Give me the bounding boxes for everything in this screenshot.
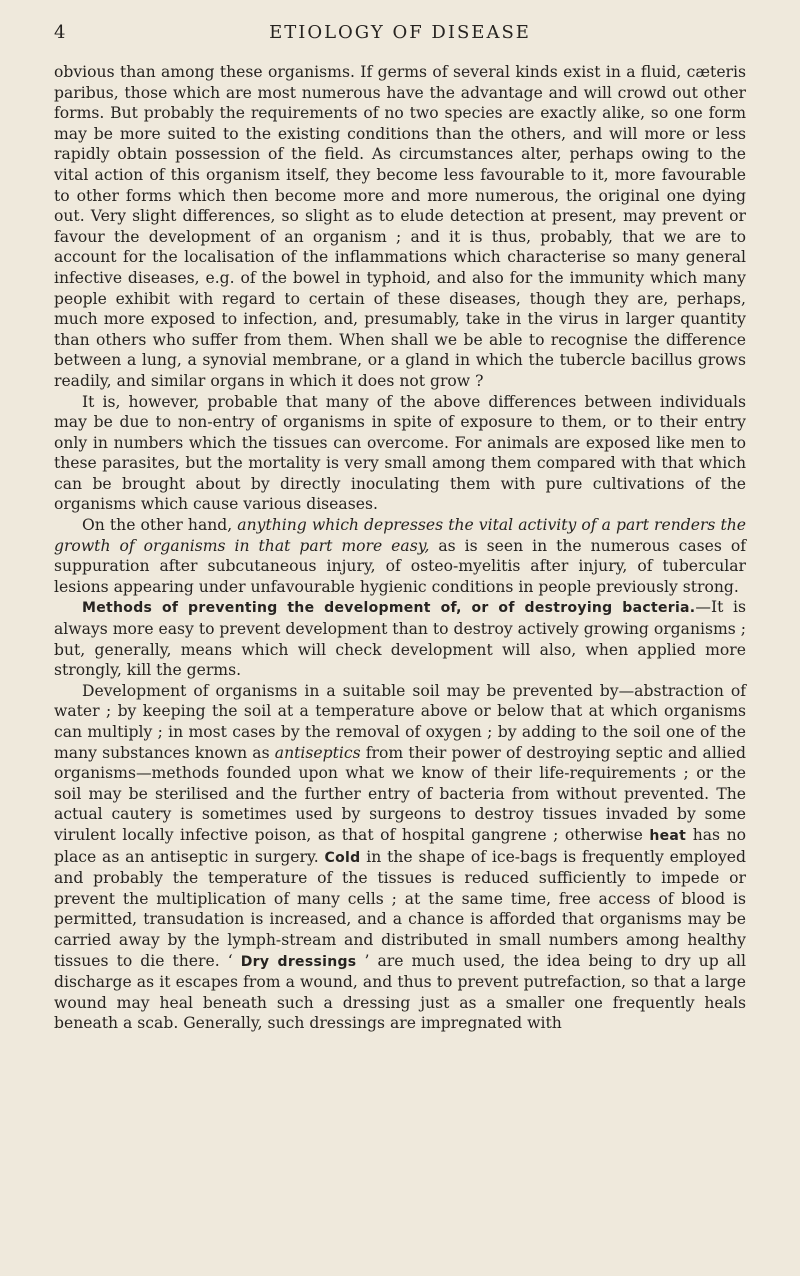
keyword-dry-dressings: Dry dressings <box>240 953 357 970</box>
paragraph-5-text-c: from their power of destroying septic and allied organisms—methods founded upon what we know of their life-requirements ; or the soil may be sterilised and the further entry of bacteria from without prevented. The actual cautery is sometimes used by surgeons to destroy tissues invaded by some virulent locally infective poison, as that of hospital gangrene ; otherwise <box>54 743 746 844</box>
page-number: 4 <box>54 22 68 43</box>
paragraph-5-text-i: ’ are much used, the idea being to dry up all discharge as it escapes from a wound, and thus to prevent putrefaction, so that a large wound may heal beneath such a dressing just as a smaller one frequently heals beneath a scab. Generally, such dressings are impregnated with <box>54 951 747 1033</box>
paragraph-2: It is, however, probable that many of the above differences between individuals may be due to non-entry of organisms in spite of exposure to them, or to their entry only in numbers which the tissues can overcome. For animals are exposed like men to these parasites, but the mortality is very small among them compared with that which can be brought about by directly inoculating them with pure cultivations of the organisms which cause various diseases. <box>54 392 746 514</box>
emphasis-antiseptics: antiseptics <box>274 743 361 762</box>
body-text <box>54 62 746 1034</box>
running-title: ETIOLOGY OF DISEASE <box>269 22 531 43</box>
paragraph-4-text: —It is always more easy to prevent development than to destroy actively growing organisms ; but, generally, means which will check development will also, when applied more strongly, kill the germs. <box>54 598 747 680</box>
paragraph-1: obvious than among these organisms. If germs of several kinds exist in a fluid, cæteris paribus, those which are most numerous have the advantage and will crowd out other forms. But probably the requirements of no two species are exactly alike, so one form may be more suited to the existing conditions than the others, and will more or less rapidly obtain possession of the field. As circumstances alter, perhaps owing to the vital action of this organism itself, they become less favourable to it, more favourable to other forms which then become more and more numerous, the original one dying out. Very slight differences, so slight as to elude detection at present, may prevent or favour the development of an organism ; and it is thus, probably, that we are to account for the localisation of the inflammations which characterise so many general infective diseases, e.g. of the bowel in typhoid, and also for the immunity which many people exhibit with regard to certain of these diseases, though they are, perhaps, much more exposed to infection, and, presumably, take in the virus in larger quantity than others who suffer from them. When shall we be able to recognise the difference between a lung, a synovial membrane, or a gland in which the tubercle bacillus grows readily, and similar organs in which it does not grow ? <box>54 63 746 390</box>
paragraph-5 <box>54 681 746 1034</box>
paragraph-3 <box>54 515 746 597</box>
paragraph-5-text-a: Development of organisms in a suitable soil may be prevented by—abstraction of water ; by keeping the soil at a temperature above or below that at which organisms can multiply ; in most cases by the removal of oxygen ; by adding to the soil one of the many substances known as <box>54 681 746 762</box>
keyword-cold: Cold <box>324 849 361 866</box>
keyword-heat: heat <box>649 827 687 844</box>
paragraph-3-text-cont: as is seen in the numerous cases of suppuration after subcutaneous injury, of osteo-myelitis after injury, of tubercular lesions appearing under unfavourable hygienic conditions in people previously strong. <box>54 536 746 596</box>
paragraph-5-text-e: has no place as an antiseptic in surgery. <box>54 825 746 866</box>
paragraph-5-text-g: in the shape of ice-bags is frequently employed and probably the temperature of the tissues is reduced sufficiently to impede or prevent the multiplication of many cells ; at the same time, free access of blood is permitted, transudation is increased, and a chance is afforded that organisms may be carried away by the lymph-stream and distributed in small numbers among healthy tissues to die there. ‘ <box>54 847 746 970</box>
emphasis-depresses-vital-activity: anything which depresses the vital activity of a part renders the growth of organisms in that part more easy, <box>54 516 747 555</box>
page-header <box>54 22 746 52</box>
section-heading-methods: Methods of preventing the development of, or of destroying bacteria. <box>82 600 696 617</box>
paragraph-3-text: On the other hand, <box>82 516 238 535</box>
paragraph-4 <box>54 597 746 680</box>
